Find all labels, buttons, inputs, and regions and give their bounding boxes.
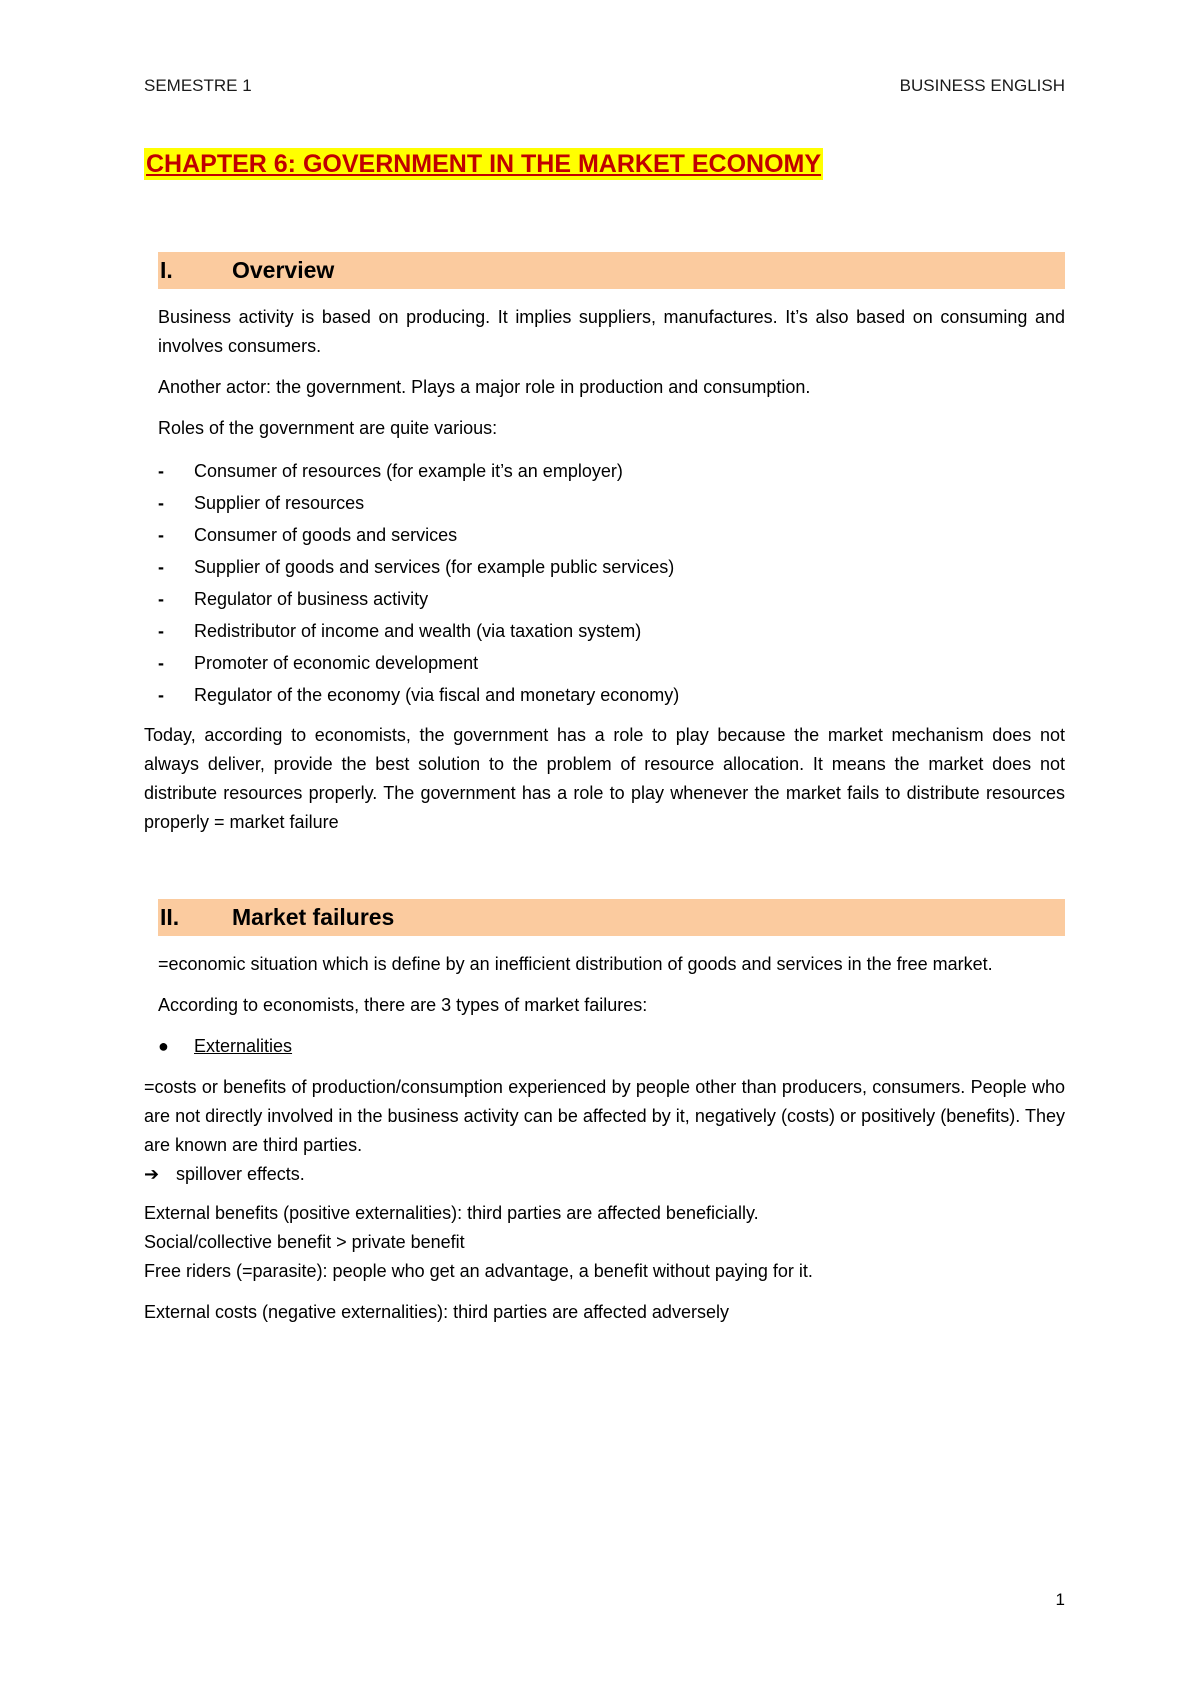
paragraph: Roles of the government are quite various: <box>158 418 498 438</box>
arrow-icon: ➔ <box>144 1164 160 1184</box>
section-heading-overview <box>158 252 1065 289</box>
bullet-item <box>144 1032 1065 1061</box>
line: External benefits (positive externalities): third parties are affected beneficially. <box>144 1203 759 1223</box>
list-item: - Supplier of resources <box>158 493 365 513</box>
chapter-title: CHAPTER 6: GOVERNMENT IN THE MARKET ECONOMY <box>146 150 822 178</box>
section-title: Overview <box>232 257 335 283</box>
list-item: - Consumer of resources (for example it’s an employer) <box>158 461 623 481</box>
list-item: - Regulator of the economy (via fiscal and monetary economy) <box>158 685 680 705</box>
roles-list <box>144 455 1065 711</box>
arrow-line <box>144 1160 1065 1189</box>
paragraph: Today, according to economists, the government has a role to play because the market mechanism does not always deliver, provide the best solution to the problem of resource allocation. It means the market does not distribute resources properly. The government has a role to play whenever the market fails to distribute resources properly = market failure <box>144 725 1065 832</box>
list-item: - Consumer of goods and services <box>158 525 458 545</box>
paragraph: External costs (negative externalities): third parties are affected adversely <box>144 1302 729 1322</box>
section-title: Market failures <box>232 904 395 930</box>
page-number: 1 <box>1055 1590 1065 1609</box>
paragraph: =economic situation which is define by an inefficient distribution of goods and services in the free market. <box>158 954 993 974</box>
paragraph: Another actor: the government. Plays a major role in production and consumption. <box>158 377 811 397</box>
bullet-label: Externalities <box>194 1036 293 1056</box>
line: Social/collective benefit > private benefit <box>144 1232 465 1252</box>
section-number: I. <box>160 257 173 283</box>
line: Free riders (=parasite): people who get an advantage, a benefit without paying for it. <box>144 1261 813 1281</box>
header-left: SEMESTRE 1 <box>144 76 252 95</box>
arrow-text: spillover effects. <box>176 1164 305 1184</box>
list-item: - Redistributor of income and wealth (via taxation system) <box>158 621 642 641</box>
paragraph: Business activity is based on producing. It implies suppliers, manufactures. It’s also based on consuming and involves consumers. <box>158 307 1065 356</box>
section-number: II. <box>160 904 180 930</box>
list-item: - Supplier of goods and services (for example public services) <box>158 557 675 577</box>
bullet-icon: ● <box>158 1036 169 1056</box>
list-item: - Regulator of business activity <box>158 589 429 609</box>
list-item: - Promoter of economic development <box>158 653 479 673</box>
paragraph: =costs or benefits of production/consumption experienced by people other than producers, consumers. People who are not directly involved in the business activity can be affected by it, negatively (costs) or positively (benefits). They are known are third parties. <box>144 1077 1065 1155</box>
paragraph: According to economists, there are 3 types of market failures: <box>158 995 648 1015</box>
header-right: BUSINESS ENGLISH <box>899 76 1065 95</box>
section-heading-market-failures <box>158 899 1065 936</box>
page-content <box>144 148 1065 1327</box>
